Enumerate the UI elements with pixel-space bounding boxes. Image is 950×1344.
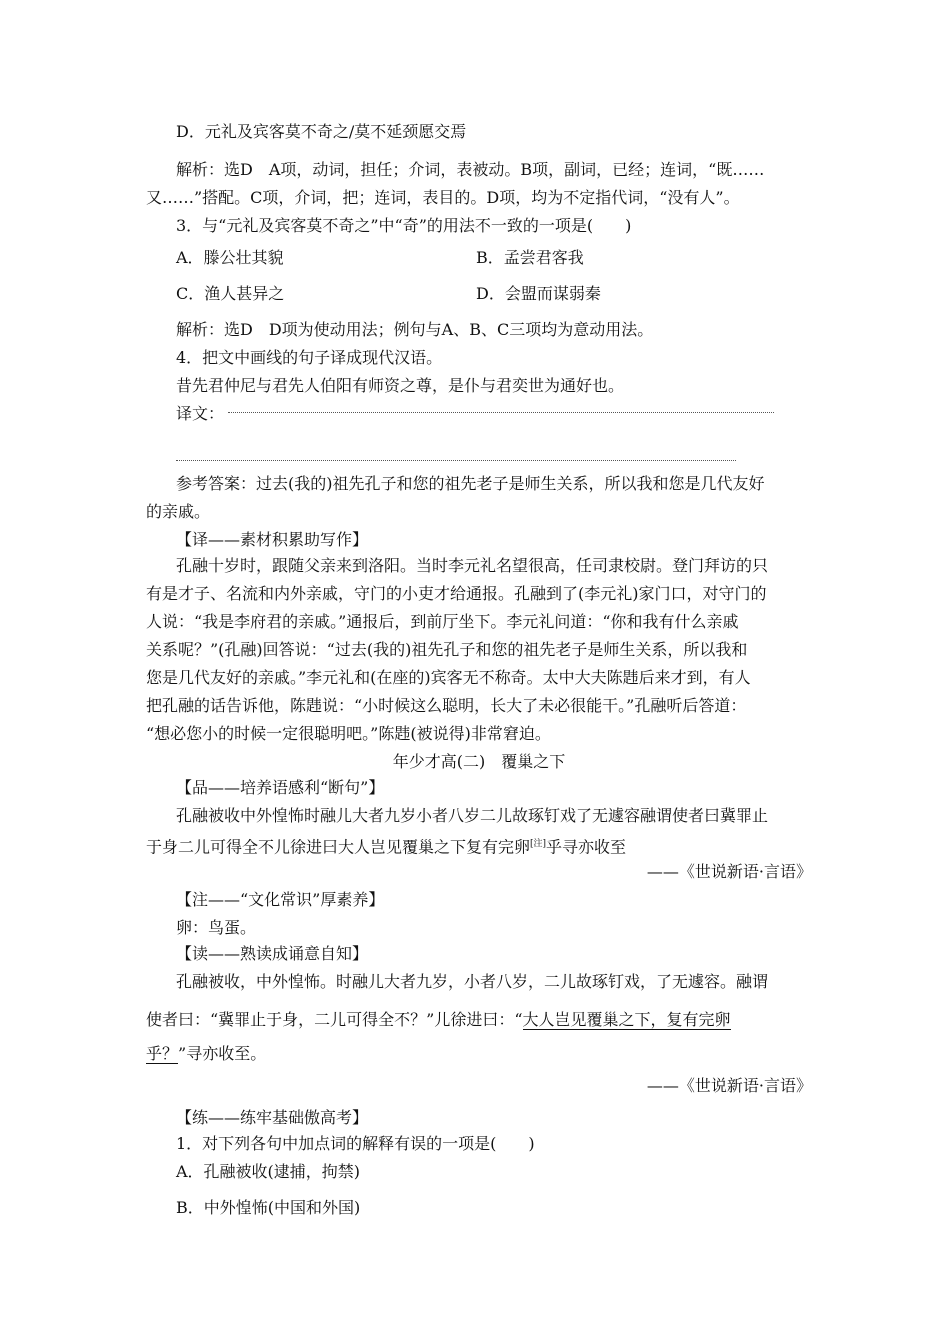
practice-q1-option-a: A．孔融被收(逮捕，拘禁) (176, 1162, 361, 1181)
underlined-sentence-end: 乎？ (146, 1044, 179, 1063)
read-line-3-tail: ”寻亦收至。 (178, 1044, 267, 1063)
trans-line-3: 人说：“我是李府君的亲戚。”通报后，到前厅坐下。李元礼问道：“你和我有什么亲戚 (146, 612, 739, 631)
source-1: ——《世说新语·言语》 (646, 862, 812, 881)
option-d: D．元礼及宾客莫不奇之/莫不延颈愿交焉 (176, 122, 467, 141)
trans-line-2: 有是才子、名流和内外亲戚，守门的小吏才给通报。孔融到了(李元礼)家门口，对守门的 (146, 584, 767, 603)
analysis-1a: 解析：选D A项，动词，担任；介词，表被动。B项，副词，已经；连词，“既…… (176, 160, 765, 179)
pin-line-1: 孔融被收中外惶怖时融儿大者九岁小者八岁二儿故琢钉戏了无遽容融谓使者曰冀罪止 (176, 806, 769, 825)
translation-row (176, 400, 842, 428)
q3-option-b: B．孟尝君客我 (476, 248, 584, 267)
q3-option-a: A．滕公壮其貌 (176, 248, 284, 267)
q3-row-2 (176, 280, 842, 308)
translation-label: 译文： (176, 404, 225, 423)
section-title-2: 年少才高(二) 覆巢之下 (392, 752, 566, 771)
read-line-3 (146, 1040, 812, 1068)
trans-line-6: 把孔融的话告诉他，陈韪说：“小时候这么聪明，长大了未必很能干。”孔融听后答道： (146, 696, 747, 715)
translation-blank-line-1 (228, 412, 774, 413)
section-note: 【注——“文化常识”厚素养】 (176, 890, 385, 909)
trans-line-1: 孔融十岁时，跟随父亲来到洛阳。当时李元礼名望很高，任司隶校尉。登门拜访的只 (176, 556, 769, 575)
read-line-1: 孔融被收，中外惶怖。时融儿大者九岁，小者八岁，二儿故琢钉戏，了无遽容。融谓 (176, 972, 769, 991)
pin-line-2-text: 于身二儿可得全不儿徐进曰大人岂见覆巢之下复有完卵 (146, 837, 531, 857)
q4-sentence: 昔先君仲尼与君先人伯阳有师资之尊，是仆与君奕世为通好也。 (176, 376, 625, 395)
answer-line-2: 的亲戚。 (146, 502, 211, 521)
read-line-2 (146, 1006, 812, 1034)
read-line-2-text: 使者曰：“冀罪止于身，二儿可得全不？”儿徐进曰：“ (146, 1010, 523, 1029)
section-pin: 【品——培养语感利“断句”】 (176, 778, 385, 797)
practice-q1: 1．对下列各句中加点词的解释有误的一项是( ) (176, 1134, 535, 1153)
question-4: 4．把文中画线的句子译成现代汉语。 (176, 348, 443, 367)
section-translate: 【译——素材积累助写作】 (176, 530, 369, 549)
q3-row-1 (176, 244, 842, 272)
question-3: 3．与“元礼及宾客莫不奇之”中“奇”的用法不一致的一项是( ) (176, 216, 632, 235)
section-practice: 【练——练牢基础傲高考】 (176, 1108, 369, 1127)
source-2: ——《世说新语·言语》 (646, 1076, 812, 1095)
pin-line-2 (146, 830, 812, 861)
analysis-1b: 又……”搭配。C项，介词，把；连词，表目的。D项，均为不定指代词，“没有人”。 (146, 188, 740, 207)
note-text: 卵：鸟蛋。 (176, 918, 257, 937)
section-read: 【读——熟读成诵意自知】 (176, 944, 369, 963)
trans-line-5: 您是几代友好的亲戚。”李元礼和(在座的)宾客无不称奇。太中大夫陈韪后来才到，有人 (146, 668, 751, 687)
analysis-3: 解析：选D D项为使动用法；例句与A、B、C三项均为意动用法。 (176, 320, 654, 339)
answer-line-1: 参考答案：过去(我的)祖先孔子和您的祖先老子是师生关系，所以我和您是几代友好 (176, 474, 765, 493)
note-marker: [注] (530, 839, 547, 849)
trans-line-7: “想必您小的时候一定很聪明吧。”陈韪(被说得)非常窘迫。 (146, 724, 551, 743)
q3-option-d: D．会盟而谋弱秦 (476, 284, 601, 303)
q3-option-c: C．渔人甚异之 (176, 284, 285, 303)
pin-line-2-tail: 乎寻亦收至 (546, 837, 627, 857)
translation-blank-line-2 (176, 460, 736, 461)
underlined-sentence: 大人岂见覆巢之下，复有完卵 (522, 1010, 731, 1029)
practice-q1-option-b: B．中外惶怖(中国和外国) (176, 1198, 361, 1217)
trans-line-4: 关系呢？”(孔融)回答说：“过去(我的)祖先孔子和您的祖先老子是师生关系，所以我和 (146, 640, 748, 659)
